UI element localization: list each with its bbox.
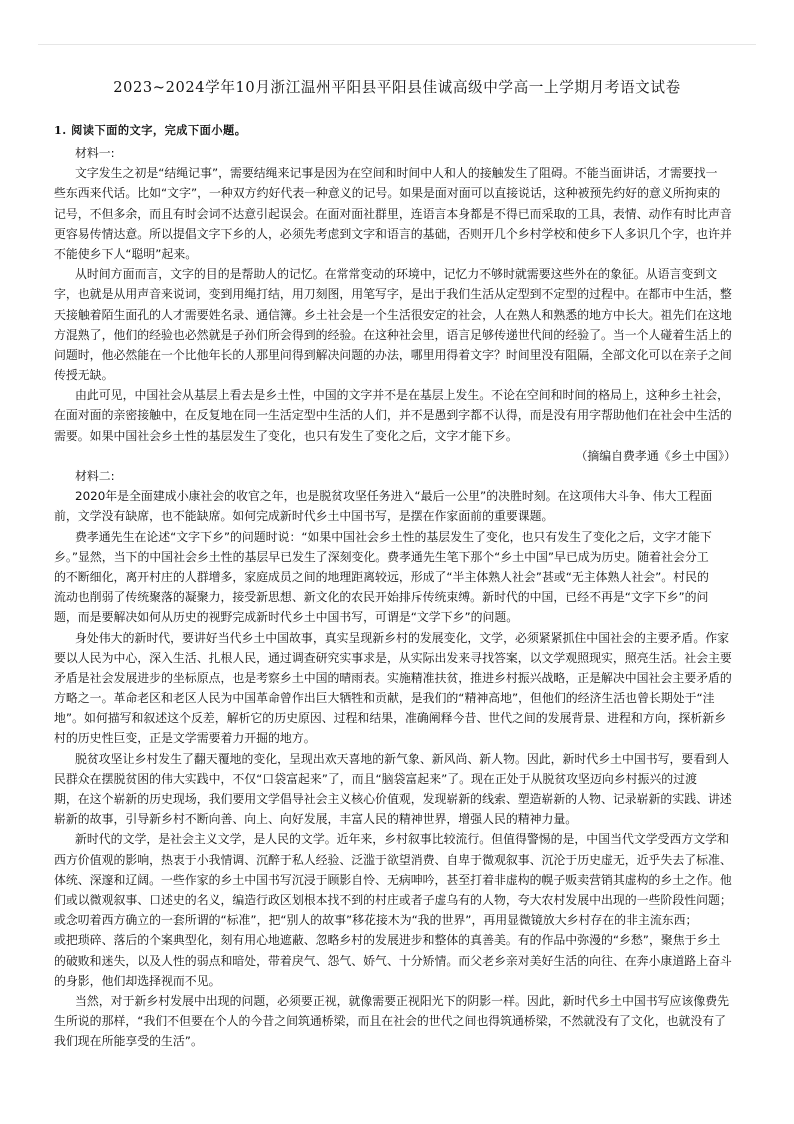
passage-line: 矛盾是社会发展进步的坐标原点，也是考察乡土中国的晴雨表。实施精准扶贫，推进乡村振兴战略，正是解决中国社会主要矛盾的 [54,670,732,685]
passage-line: 期，在这个崭新的历史现场，我们要用文学倡导社会主义核心价值观，发现崭新的线索、塑造崭新的人物、记录崭新的实践、讲述 [54,792,732,806]
passage-line: 西方价值观的影响，热衷于小我情调、沉醉于私人经验、泛滥于欲望消费、自卑于微观叙事、沉沦于历史虚无，近乎失去了标准、 [54,852,732,867]
passage-line: 乡。”显然，当下的中国社会乡土性的基层早已发生了深刻变化。费孝通先生笔下那个“乡土中国”早已成为历史。随着社会分工 [54,549,709,564]
passage-line: 方混熟了，他们的经验也必然就是子孙们所会得到的经验。在这种社会里，语言足够传递世代间的经验了。当一个人碰着生活上的 [54,327,732,342]
passage-line: 由此可见，中国社会从基层上看去是乡土性，中国的文字并不是在基层上发生。不论在空间和时间的格局上，这种乡土社会， [75,388,729,403]
passage-line: 流动也削弱了传统聚落的凝聚力，接受新思想、新文化的农民开始排斥传统束缚。新时代的中国，已经不再是“文字下乡”的问 [54,590,709,605]
question-label: 1. 阅读下面的文字，完成下面小题。 [54,123,247,137]
passage-line: 2020年是全面建成小康社会的收官之年，也是脱贫攻坚任务进入“最后一公里”的决胜时刻。在这项伟大斗争、伟大工程面 [75,489,713,504]
passage-line: 新时代的文学，是社会主义文学，是人民的文学。近年来，乡村叙事比较流行。但值得警惕的是，中国当代文学受西方文学和 [75,832,729,847]
passage-line: 不能使乡下人“聪明”起来。 [54,246,198,261]
passage-line: 或把琐碎、落后的个案典型化，刻有用心地遮蔽、忽略乡村的发展进步和整体的真善美。有的作品中弥漫的“乡愁”，聚焦于乡土 [54,933,721,948]
passage-line: 要以人民为中心，深入生活、扎根人民，通过调查研究实事求是，从实际出发来寻找答案，以文学观照现实，照亮生活。社会主要 [54,650,732,665]
passage-line: 脱贫攻坚让乡村发生了翻天覆地的变化，呈现出欢天喜地的新气象、新风尚、新人物。因此，新时代乡土中国书写，要看到人 [75,751,729,766]
passage-line: 前，文学没有缺席，也不能缺席。如何完成新时代乡土中国书写，是摆在作家面前的重要课题。 [54,509,554,524]
passage-line: 文字发生之初是“结绳记事”，需要结绳来记事是因为在空间和时间中人和人的接触发生了阻碍。不能当面讲话，才需要找一 [75,166,718,181]
passage-line: 地”。如何描写和叙述这个反差，解析它的历史原因、过程和结果，准确阐释今昔、世代之间的发展背景、进程和方向，探析新乡 [54,711,727,726]
passage-line: 天接触着陌生面孔的人才需要姓名录、通信簿。乡土社会是一个生活很安定的社会，人在熟人和熟悉的地方中长大。祖先们在这地 [54,307,732,322]
passage-line: 体统、深邃和辽阔。一些作家的乡土中国书写沉浸于顾影自怜、无病呻吟，甚至打着非虚构的幌子贩卖营销其虚构的乡土之作。他 [54,872,732,887]
passage-line: 们或以微观叙事、口述史的名义，编造行政区划根本找不到的村庄或者子虚乌有的人物，夸大农村发展中出现的一些阶段性问题； [54,892,732,907]
passage-line: 民群众在摆脱贫困的伟大实践中，不仅“口袋富起来”了，而且“脑袋富起来”了。现在正处于从脱贫攻坚迈向乡村振兴的过渡 [54,771,697,786]
passage-line: 的破败和迷失，以及人性的弱点和暗处，带着戾气、怨气、娇气、十分矫情。而父老乡亲对美好生活的向往、在奔小康道路上奋斗 [54,953,732,968]
passage-line: 些东西来代话。比如“文字”，一种双方约好代表一种意义的记号。如果是面对面可以直接说话，这种被预先约好的意义所拘束的 [54,186,721,201]
passage-line: 当然，对于新乡村发展中出现的问题，必须要正视，就像需要正视阳光下的阴影一样。因此，新时代乡土中国书写应该像费先 [75,993,729,1008]
page-title: 2023~2024学年10月浙江温州平阳县平阳县佳诚高级中学高一上学期月考语文试卷 [113,79,681,96]
reading-passage [54,143,744,1051]
passage-line: 字，也就是从用声音来说词，变到用绳打结，用刀刻图，用笔写字，是出于我们生活从定型到不定型的过程中。在都市中生活，整 [54,287,732,302]
passage-line: 费孝通先生在论述“文字下乡”的问题时说：“如果中国社会乡土性的基层发生了变化，也只有发生了变化之后，文字才能下 [75,529,712,544]
top-divider [38,44,756,45]
passage-line: 需要。如果中国社会乡土性的基层发生了变化，也只有发生了变化之后，文字才能下乡。 [54,428,518,443]
passage-line: 我们现在所能享受的生活”。 [54,1034,203,1049]
passage-line: 从时间方面而言，文字的目的是帮助人的记忆。在常常变动的环境中，记忆力不够时就需要这些外在的象征。从语言变到文 [75,267,718,282]
passage-line: 记号，不但多余，而且有时会词不达意引起误会。在面对面社群里，连语言本身都是不得已而采取的工具，表情、动作有时比声音 [54,206,732,221]
source-citation: （摘编自费孝通《乡土中国》） [575,448,736,463]
passage-line: 在面对面的亲密接触中，在反复地在同一生活定型中生活的人们，并不是愚到字都不认得，而是没有用字帮助他们在社会中生活的 [54,408,732,423]
passage-line: 传授无缺。 [54,368,114,383]
passage-line: 或念叨着西方确立的一套所谓的“标准”，把“别人的故事”移花接木为“我的世界”，再用显微镜放大乡村存在的非主流东西； [54,913,698,928]
passage-line: 方略之一。革命老区和老区人民为中国革命曾作出巨大牺牲和贡献，是我们的“精神高地”，但他们的经济生活也曾长期处于“洼 [54,691,715,706]
passage-line: 生所说的那样，“我们不但要在个人的今昔之间筑通桥梁，而且在社会的世代之间也得筑通桥梁，不然就没有了文化，也就没有了 [54,1014,727,1029]
passage-line: 的不断细化，离开村庄的人群增多，家庭成员之间的地理距离较远，形成了“半主体熟人社会”甚或“无主体熟人社会”。村民的 [54,569,709,584]
passage-line: 的身影，他们却选择视而不见。 [54,973,221,988]
material-label: 材料一: [75,146,115,160]
passage-line: 身处伟大的新时代，要讲好当代乡土中国故事，真实呈现新乡村的发展变化，文学，必须紧紧抓住中国社会的主要矛盾。作家 [75,630,729,645]
passage-line: 题，而是要解决如何从历史的视野完成新时代乡土中国书写，可谓是“文学下乡”的问题。 [54,610,519,625]
passage-line: 崭新的故事，引导新乡村不断向善、向上、向好发展，丰富人民的精神世界，增强人民的精神力量。 [54,812,578,827]
passage-line: 更容易传情达意。所以提倡文字下乡的人，必须先考虑到文字和语言的基础，否则开几个乡村学校和使乡下人多识几个字，也许并 [54,226,732,241]
passage-line: 问题时，他必然能在一个比他年长的人那里问得到解决问题的办法，哪里用得着文字？时间里没有阻隔，全部文化可以在亲子之间 [54,347,732,362]
passage-line: 村的历史性巨变，正是文学需要着力开掘的地方。 [54,731,316,746]
material-label: 材料二: [75,469,115,483]
